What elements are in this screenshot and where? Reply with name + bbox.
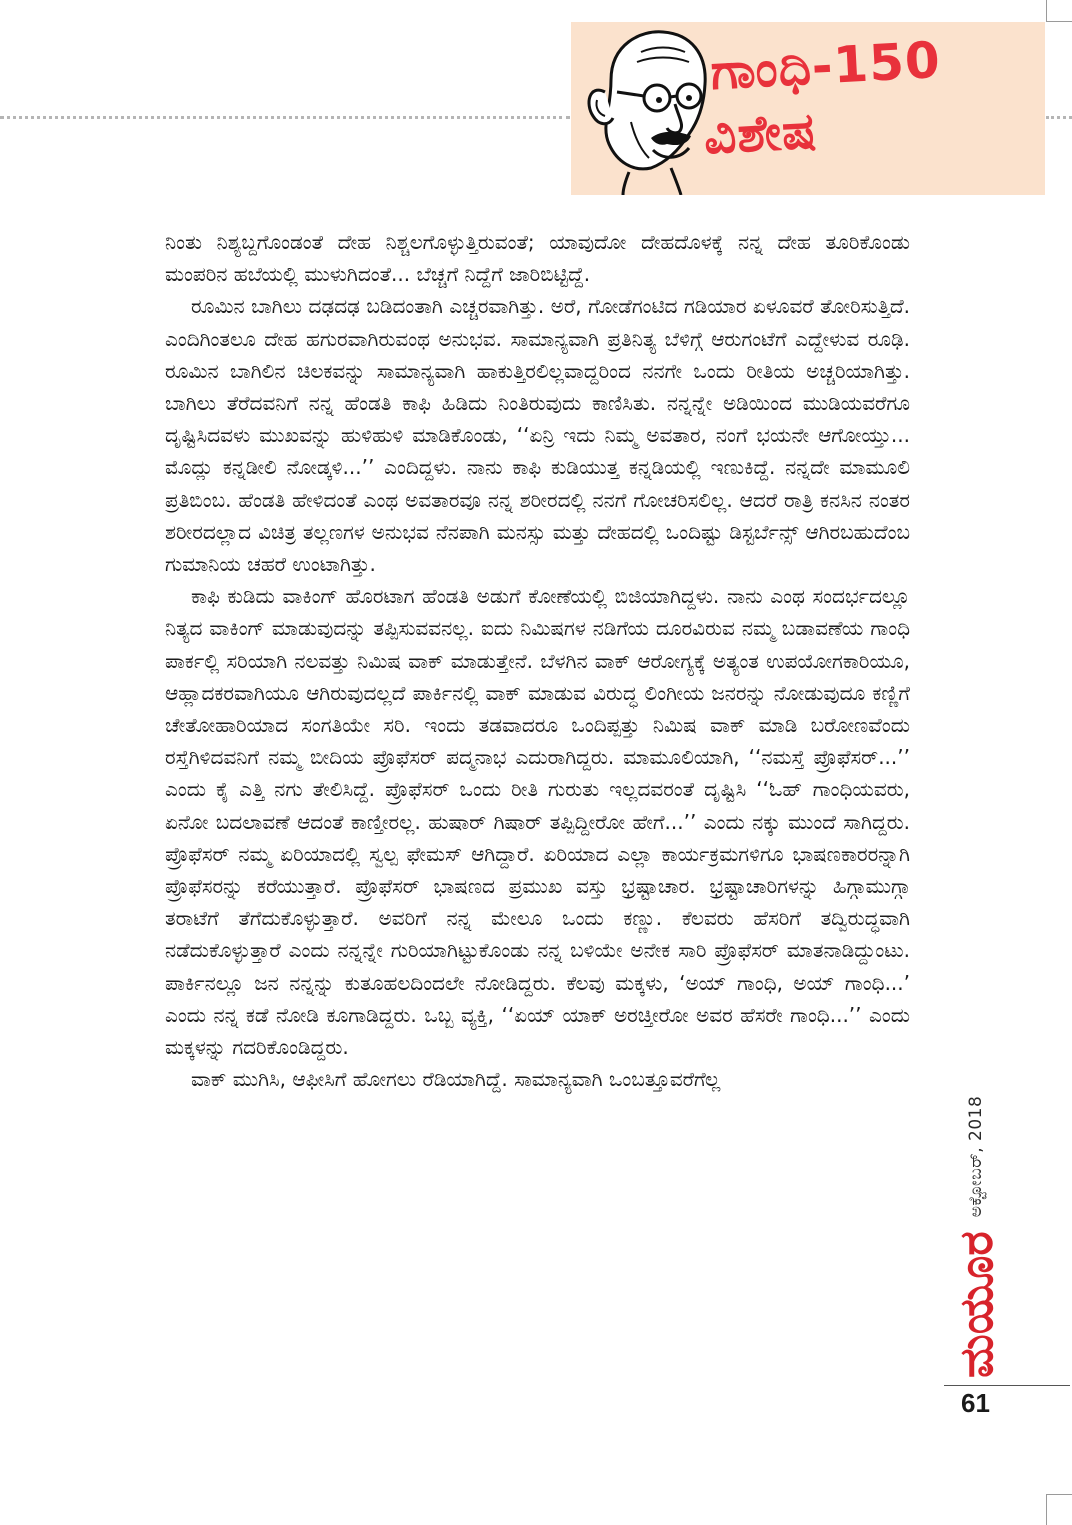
article-paragraph: ಕಾಫಿ ಕುಡಿದು ವಾಕಿಂಗ್ ಹೊರಟಾಗ ಹೆಂಡತಿ ಅಡುಗೆ ಕೋಣೆಯಲ್ಲಿ ಬಿಜಿಯಾಗಿದ್ದಳು. ನಾನು ಎಂಥ ಸಂದರ್ಭದಲ್ಲೂ ನಿತ್ಯದ ವಾಕಿಂಗ್ ಮಾಡುವುದನ್ನು ತಪ್ಪಿಸುವವನಲ್ಲ. ಐದು ನಿಮಿಷಗಳ ನಡಿಗೆಯ ದೂರವಿರುವ ನಮ್ಮ ಬಡಾವಣೆಯ ಗಾಂಧಿ ಪಾರ್ಕಲ್ಲಿ ಸರಿಯಾಗಿ ನಲವತ್ತು ನಿಮಿಷ ವಾಕ್ ಮಾಡುತ್ತೇನೆ. ಬೆಳಗಿನ ವಾಕ್ ಆರೋಗ್ಯಕ್ಕೆ ಅತ್ಯಂತ ಉಪಯೋಗಕಾರಿಯೂ, ಆಹ್ಲಾದಕರವಾಗಿಯೂ ಆಗಿರುವುದಲ್ಲದೆ ಪಾರ್ಕಿನಲ್ಲಿ ವಾಕ್ ಮಾಡುವ ವಿರುದ್ಧ ಲಿಂಗೀಯ ಜನರನ್ನು ನೋಡುವುದೂ ಕಣ್ಣಿಗೆ ಚೇತೋಹಾರಿಯಾದ ಸಂಗತಿಯೇ ಸರಿ. ಇಂದು ತಡವಾದರೂ ಒಂದಿಪ್ಪತ್ತು ನಿಮಿಷ ವಾಕ್ ಮಾಡಿ ಬರೋಣವೆಂದು ರಸ್ತೆಗಿಳಿದವನಿಗೆ ನಮ್ಮ ಬೀದಿಯ ಪ್ರೊಫೆಸರ್ ಪದ್ಮನಾಭ ಎದುರಾಗಿದ್ದರು. ಮಾಮೂಲಿಯಾಗಿ, ‘‘ನಮಸ್ತೆ ಪ್ರೊಫೆಸರ್...’’ ಎಂದು ಕೈ ಎತ್ತಿ ನಗು ತೇಲಿಸಿದ್ದೆ. ಪ್ರೊಫೆಸರ್ ಒಂದು ರೀತಿ ಗುರುತು ಇಲ್ಲದವರಂತೆ ದೃಷ್ಟಿಸಿ ‘‘ಓಹ್ ಗಾಂಧಿಯವರು, ಏನೋ ಬದಲಾವಣೆ ಆದಂತೆ ಕಾಣ್ತೀರಲ್ಲ. ಹುಷಾರ್ ಗಿಷಾರ್ ತಪ್ಪಿದ್ದೀರೋ ಹೇಗೆ...’’ ಎಂದು ನಕ್ಕು ಮುಂದೆ ಸಾಗಿದ್ದರು. ಪ್ರೊಫೆಸರ್ ನಮ್ಮ ಏರಿಯಾದಲ್ಲಿ ಸ್ವಲ್ಪ ಫೇಮಸ್ ಆಗಿದ್ದಾರೆ. ಏರಿಯಾದ ಎಲ್ಲಾ ಕಾರ್ಯಕ್ರಮಗಳಿಗೂ ಭಾಷಣಕಾರರನ್ನಾಗಿ ಪ್ರೊಫೆಸರನ್ನು ಕರೆಯುತ್ತಾರೆ. ಪ್ರೊಫೆಸರ್ ಭಾಷಣದ ಪ್ರಮುಖ ವಸ್ತು ಭ್ರಷ್ಟಾಚಾರ. ಭ್ರಷ್ಟಾಚಾರಿಗಳನ್ನು ಹಿಗ್ಗಾಮುಗ್ಗಾ ತರಾಟೆಗೆ ತೆಗೆದುಕೊಳ್ಳುತ್ತಾರೆ. ಅವರಿಗೆ ನನ್ನ ಮೇಲೂ ಒಂದು ಕಣ್ಣು. ಕೆಲವರು ಹೆಸರಿಗೆ ತದ್ವಿರುದ್ಧವಾಗಿ ನಡೆದುಕೊಳ್ಳುತ್ತಾರೆ ಎಂದು ನನ್ನನ್ನೇ ಗುರಿಯಾಗಿಟ್ಟುಕೊಂಡು ನನ್ನ ಬಳಿಯೇ ಅನೇಕ ಸಾರಿ ಪ್ರೊಫೆಸರ್ ಮಾತನಾಡಿದ್ದುಂಟು. ಪಾರ್ಕಿನಲ್ಲೂ ಜನ ನನ್ನನ್ನು ಕುತೂಹಲದಿಂದಲೇ ನೋಡಿದ್ದರು. ಕೆಲವು ಮಕ್ಕಳು, ‘ಅಯ್ ಗಾಂಧಿ, ಅಯ್ ಗಾಂಧಿ...’ ಎಂದು ನನ್ನ ಕಡೆ ನೋಡಿ ಕೂಗಾಡಿದ್ದರು. ಒಬ್ಬ ವ್ಯಕ್ತಿ, ‘‘ಏಯ್ ಯಾಕ್ ಅರಚ್ತೀರೋ ಅವರ ಹೆಸರೇ ಗಾಂಧಿ...’’ ಎಂದು ಮಕ್ಕಳನ್ನು ಗದರಿಕೊಂಡಿದ್ದರು.	[165, 584, 910, 1060]
header-dotted-rule-right	[1046, 116, 1072, 119]
banner-title-line2: ವಿಶೇಷ	[702, 101, 819, 166]
gandhi-150-banner	[571, 22, 1045, 195]
magazine-logo: ಮಯೂರ	[949, 1231, 1003, 1378]
page-number: 61	[961, 1388, 990, 1418]
page-number-rule	[944, 1385, 1070, 1386]
article-paragraph: ವಾಕ್ ಮುಗಿಸಿ, ಆಫೀಸಿಗೆ ಹೋಗಲು ರೆಡಿಯಾಗಿದ್ದೆ. ಸಾಮಾನ್ಯವಾಗಿ ಒಂಬತ್ತೂವರೆಗೆಲ್ಲ	[191, 1067, 721, 1092]
crop-mark-bottom-right-vertical	[1046, 1494, 1047, 1525]
banner-title	[702, 28, 946, 168]
article-body	[165, 226, 910, 1095]
article-paragraph: ರೂಮಿನ ಬಾಗಿಲು ದಢದಢ ಬಡಿದಂತಾಗಿ ಎಚ್ಚರವಾಗಿತ್ತು. ಅರೆ, ಗೋಡೆಗಂಟಿದ ಗಡಿಯಾರ ಏಳೂವರೆ ತೋರಿಸುತ್ತಿದೆ. ಎಂದಿಗಿಂತಲೂ ದೇಹ ಹಗುರವಾಗಿರುವಂಥ ಅನುಭವ. ಸಾಮಾನ್ಯವಾಗಿ ಪ್ರತಿನಿತ್ಯ ಬೆಳಿಗ್ಗೆ ಆರುಗಂಟೆಗೆ ಎದ್ದೇಳುವ ರೂಢಿ. ರೂಮಿನ ಬಾಗಿಲಿನ ಚಿಲಕವನ್ನು ಸಾಮಾನ್ಯವಾಗಿ ಹಾಕುತ್ತಿರಲಿಲ್ಲವಾದ್ದರಿಂದ ನನಗೇ ಒಂದು ರೀತಿಯ ಅಚ್ಚರಿಯಾಗಿತ್ತು. ಬಾಗಿಲು ತೆರೆದವನಿಗೆ ನನ್ನ ಹೆಂಡತಿ ಕಾಫಿ ಹಿಡಿದು ನಿಂತಿರುವುದು ಕಾಣಿಸಿತು. ನನ್ನನ್ನೇ ಅಡಿಯಿಂದ ಮುಡಿಯವರೆಗೂ ದೃಷ್ಟಿಸಿದವಳು ಮುಖವನ್ನು ಹುಳಿಹುಳಿ ಮಾಡಿಕೊಂಡು, ‘‘ಏನ್ರಿ ಇದು ನಿಮ್ಮ ಅವತಾರ, ನಂಗೆ ಭಯನೇ ಆಗೋಯ್ತು... ಮೊದ್ಲು ಕನ್ನಡೀಲಿ ನೋಡ್ಕಳಿ...’’ ಎಂದಿದ್ದಳು. ನಾನು ಕಾಫಿ ಕುಡಿಯುತ್ತ ಕನ್ನಡಿಯಲ್ಲಿ ಇಣುಕಿದ್ದೆ. ನನ್ನದೇ ಮಾಮೂಲಿ ಪ್ರತಿಬಿಂಬ. ಹೆಂಡತಿ ಹೇಳಿದಂತೆ ಎಂಥ ಅವತಾರವೂ ನನ್ನ ಶರೀರದಲ್ಲಿ ನನಗೆ ಗೋಚರಿಸಲಿಲ್ಲ. ಆದರೆ ರಾತ್ರಿ ಕನಸಿನ ನಂತರ ಶರೀರದಲ್ಲಾದ ವಿಚಿತ್ರ ತಲ್ಲಣಗಳ ಅನುಭವ ನೆನಪಾಗಿ ಮನಸ್ಸು ಮತ್ತು ದೇಹದಲ್ಲಿ ಒಂದಿಷ್ಟು ಡಿಸ್ಟರ್ಬೆನ್ಸ್ ಆಗಿರಬಹುದೆಂಬ ಗುಮಾನಿಯ ಚಹರೆ ಉಂಟಾಗಿತ್ತು.	[165, 294, 910, 577]
crop-mark-top-right-horizontal	[1046, 21, 1072, 22]
magazine-masthead	[949, 1095, 1003, 1378]
issue-date: ಅಕ್ಟೋಬರ್, 2018	[966, 1095, 986, 1218]
gandhi-portrait-icon	[571, 22, 721, 195]
banner-title-line1: ಗಾಂಧಿ-150	[709, 30, 943, 101]
article-paragraph: ನಿಂತು ನಿಶ್ಯಬ್ದಗೊಂಡಂತೆ ದೇಹ ನಿಶ್ಚಲಗೊಳ್ಳುತ್ತಿರುವಂತೆ; ಯಾವುದೋ ದೇಹದೊಳಕ್ಕೆ ನನ್ನ ದೇಹ ತೂರಿಕೊಂಡು ಮಂಪರಿನ ಹಬೆಯಲ್ಲಿ ಮುಳುಗಿದಂತೆ... ಬೆಚ್ಚಗೆ ನಿದ್ದೆಗೆ ಜಾರಿಬಿಟ್ಟಿದ್ದೆ.	[165, 230, 910, 287]
crop-mark-top-right-vertical	[1046, 0, 1047, 22]
crop-mark-bottom-right-horizontal	[1046, 1494, 1072, 1495]
header-dotted-rule-left	[0, 116, 570, 119]
